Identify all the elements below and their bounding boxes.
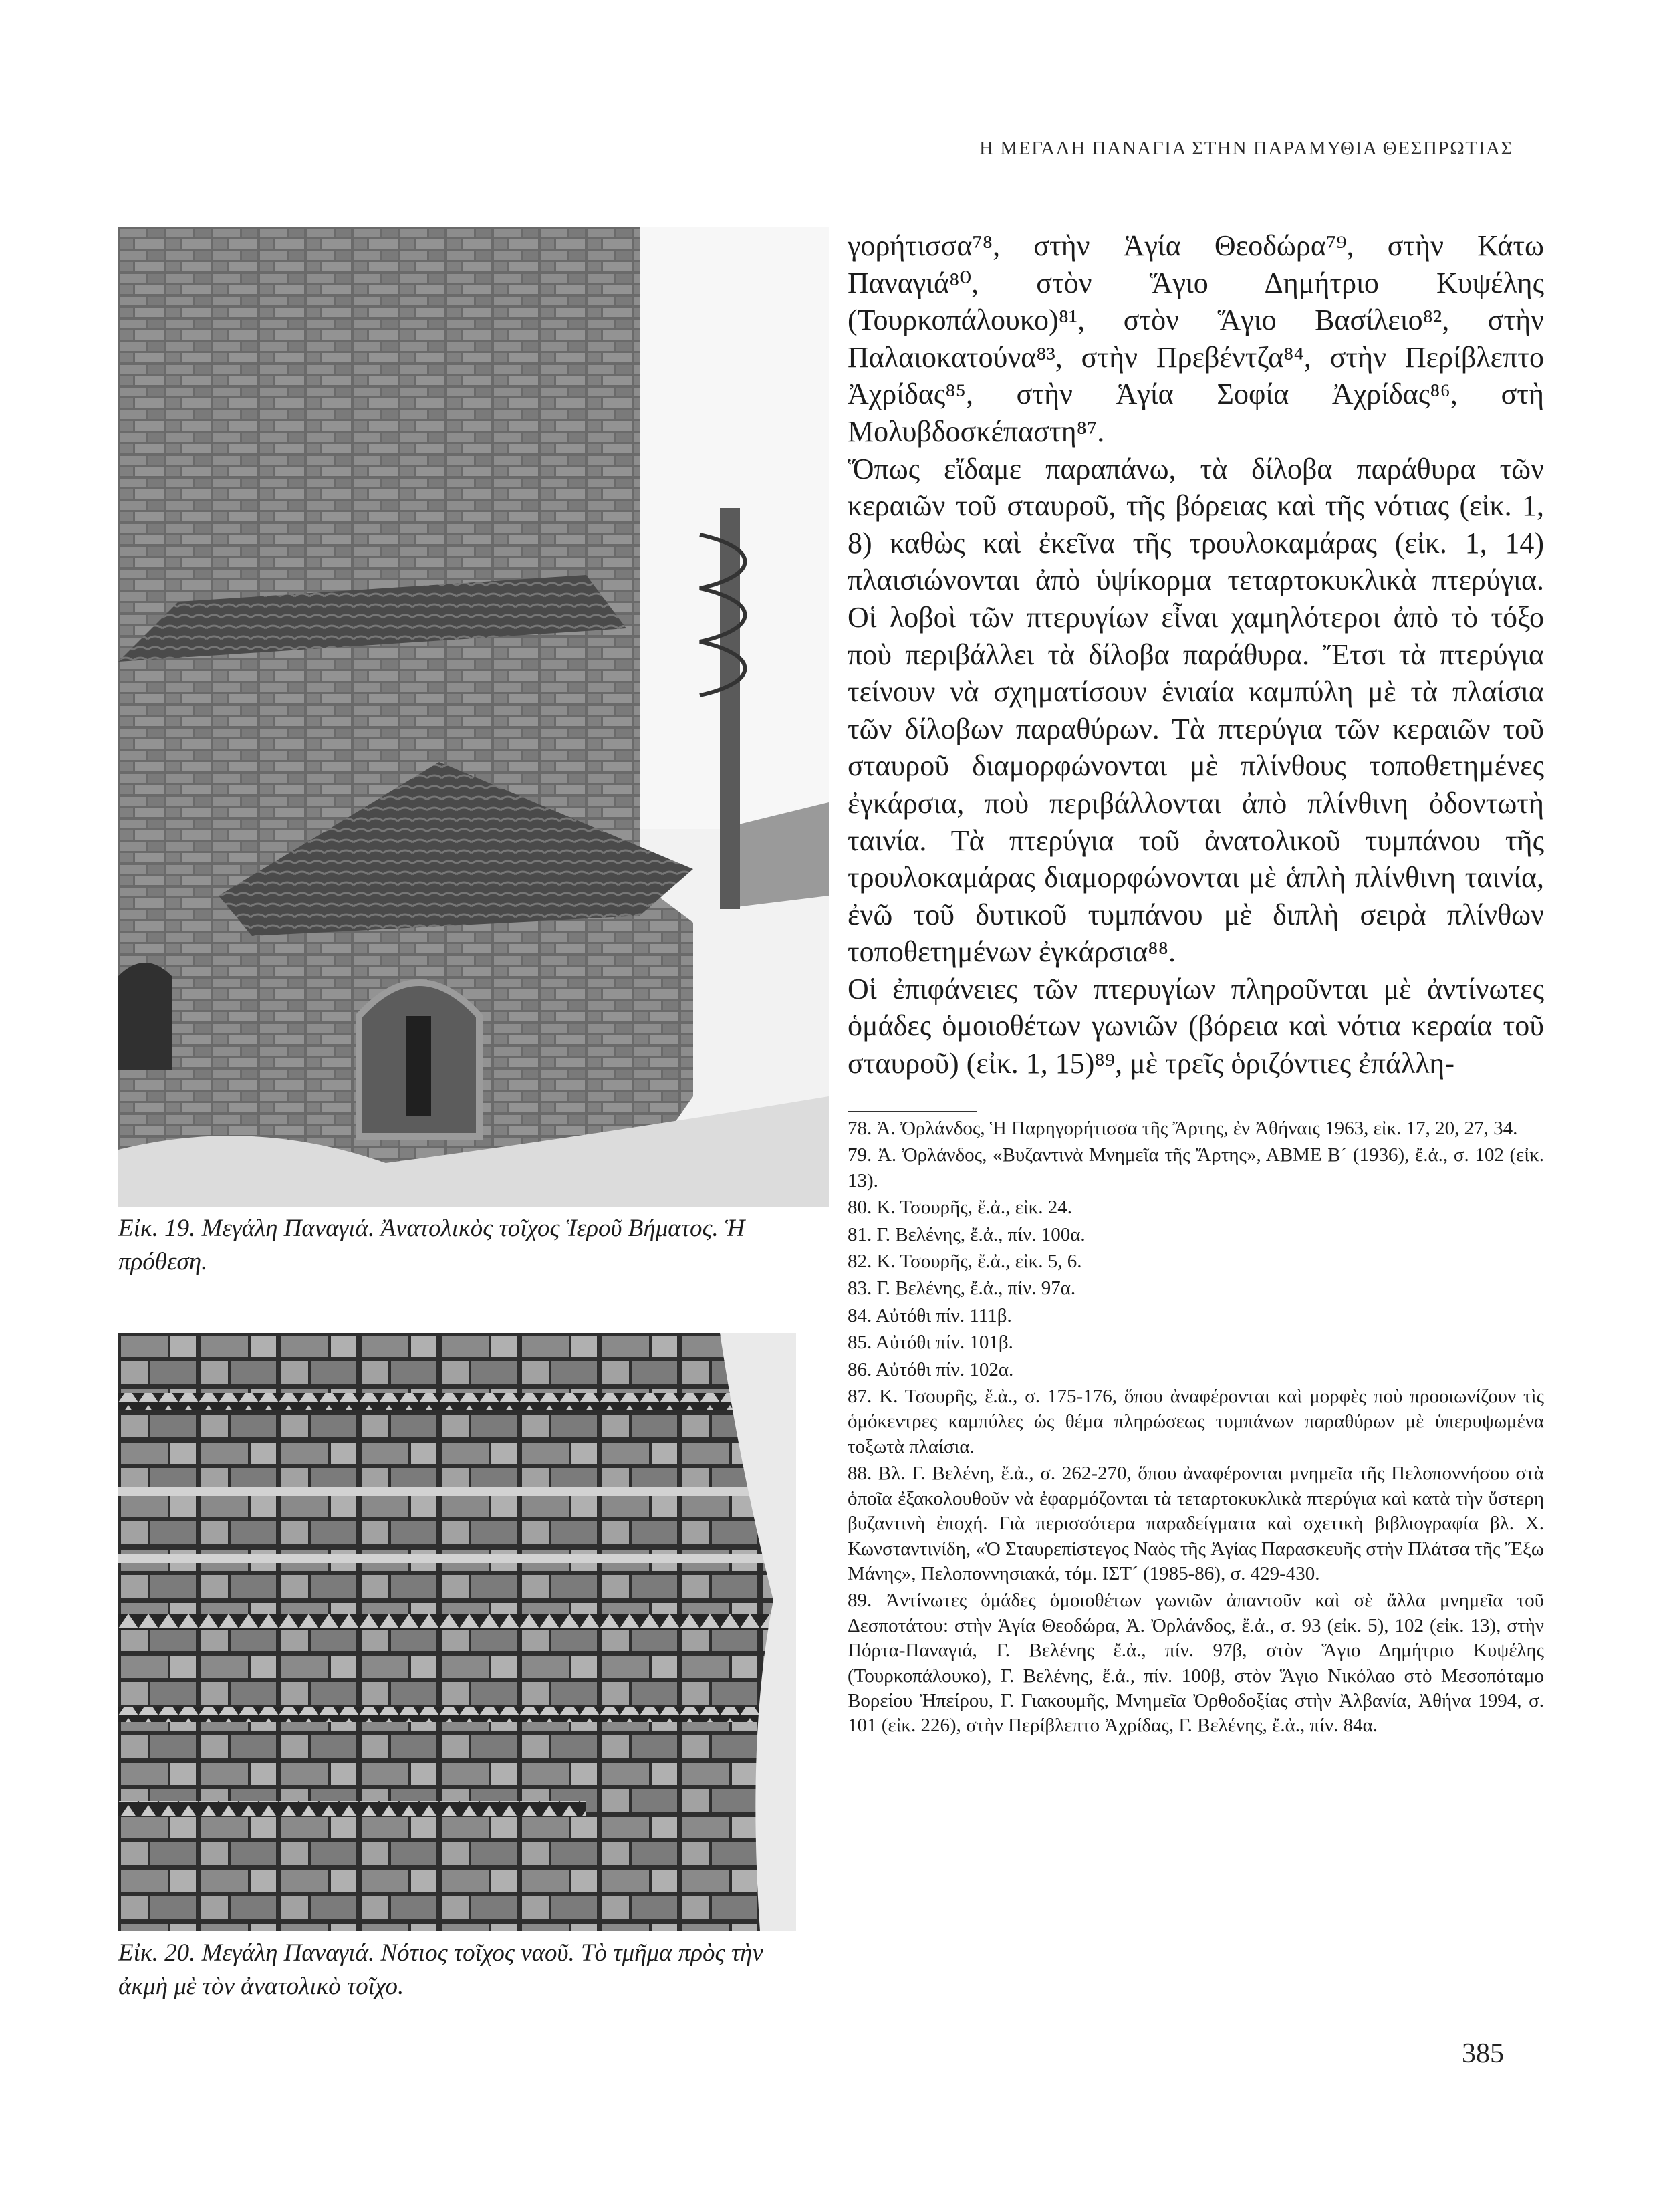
page-number: 385 (1462, 2038, 1504, 2069)
footnote-81: 81. Γ. Βελένης, ἔ.ἀ., πίν. 100α. (848, 1223, 1086, 1245)
footnote-84: 84. Αὐτόθι πίν. 111β. (848, 1304, 1012, 1326)
footnote-78: 78. Ἀ. Ὀρλάνδος, Ἡ Παρηγορήτισσα τῆς Ἄρτης, ἐν Ἀθήναις 1963, εἰκ. 17, 20, 27, 34. (848, 1118, 1518, 1139)
figure-19-photo (118, 227, 829, 1207)
footnote-87: 87. Κ. Τσουρῆς, ἔ.ἀ., σ. 175-176, ὅπου ἀναφέρονται καὶ μορφὲς ποὺ προοιωνίζουν τὶς ὁμόκεντρες καμπύλες ὡς θέμα πληρώσεως τυμπάνων παραθύρων μὲ ὑπερυψωμένα τοξωτὰ πλαίσια. (848, 1386, 1544, 1457)
figure-20-caption: Εἰκ. 20. Μεγάλη Παναγιά. Νότιος τοῖχος ναοῦ. Τὸ τμῆμα πρὸς τὴν ἀκμὴ μὲ τὸν ἀνατολικὸ τοῖχο. (118, 1939, 763, 2000)
footnote-79: 79. Ἀ. Ὀρλάνδος, «Βυζαντινὰ Μνημεῖα τῆς Ἄρτης», ΑΒΜΕ Β´ (1936), ἔ.ἀ., σ. 102 (εἰκ. 13). (848, 1144, 1544, 1191)
body-paragraph: Ὅπως εἴδαμε παραπάνω, τὰ δίλοβα παράθυρα τῶν κεραιῶν τοῦ σταυροῦ, τῆς βόρειας καὶ τῆς νότιας (εἰκ. 1, 8) καθὼς καὶ ἐκεῖνα τῆς τρουλοκαμάρας (εἰκ. 1, 14) πλαισιώνονται ἀπὸ ὑψίκορμα τεταρτοκυκλικὰ πτερύγια. Οἱ λοβοὶ τῶν πτερυγίων εἶναι χαμηλότεροι ἀπὸ τὸ τόξο ποὺ περιβάλλει τὰ δίλοβα παράθυρα. Ἔτσι τὰ πτερύγια τείνουν νὰ σχηματίσουν ἑνιαία καμπύλη μὲ τὰ πλαίσια τῶν δίλοβων παραθύρων. Τὰ πτερύγια τῶν κεραιῶν τοῦ σταυροῦ διαμορφώνονται μὲ πλίνθους τοποθετημένες ἐγκάρσια, ποὺ περιβάλλονται ἀπὸ πλίνθινη ὀδοντωτὴ ταινία. Τὰ πτερύγια τοῦ ἀνατολικοῦ τυμπάνου τῆς τρουλοκαμάρας διαμορφώνονται μὲ ἁπλὴ πλίνθινη ταινία, ἐνῶ τοῦ δυτικοῦ τυμπάνου μὲ διπλὴ σειρὰ πλίνθων τοποθετημένων ἐγκάρσια⁸⁸. (848, 452, 1544, 969)
footnote-82: 82. Κ. Τσουρῆς, ἔ.ἀ., εἰκ. 5, 6. (848, 1251, 1082, 1273)
body-text (848, 227, 1544, 1082)
running-head: Η ΜΕΓΑΛΗ ΠΑΝΑΓΙΑ ΣΤΗΝ ΠΑΡΑΜΥΘΙΑ ΘΕΣΠΡΩΤΙΑΣ (979, 138, 1513, 159)
figure-20-photo (118, 1333, 796, 1931)
body-paragraph: Οἱ ἐπιφάνειες τῶν πτερυγίων πληροῦνται μὲ ἀντίνωτες ὁμάδες ὁμοιοθέτων γωνιῶν (βόρεια καὶ νότια κεραία τοῦ σταυροῦ) (εἰκ. 1, 15)⁸⁹, μὲ τρεῖς ὁριζόντιες ἐπάλλη- (848, 972, 1544, 1080)
footnotes (848, 1116, 1544, 1741)
footnote-80: 80. Κ. Τσουρῆς, ἔ.ἀ., εἰκ. 24. (848, 1197, 1072, 1219)
footnote-83: 83. Γ. Βελένης, ἔ.ἀ., πίν. 97α. (848, 1277, 1076, 1300)
footnote-86: 86. Αὐτόθι πίν. 102α. (848, 1358, 1014, 1380)
footnote-89: 89. Ἀντίνωτες ὁμάδες ὁμοιοθέτων γωνιῶν ἀπαντοῦν καὶ σὲ ἄλλα μνημεῖα τοῦ Δεσποτάτου: στὴν Ἁγία Θεοδώρα, Ἀ. Ὀρλάνδος, ἔ.ἀ., σ. 93 (εἰκ. 5), 102 (εἰκ. 13), στὴν Πόρτα-Παναγιά, Γ. Βελένης ἔ.ἀ., πίν. 97β, στὸν Ἅγιο Δημήτριο Κυψέλης (Τουρκοπάλουκο), Γ. Βελένης, ἔ.ἀ., πίν. 100β, στὸν Ἅγιο Νικόλαο στὸ Μεσοπόταμο Βορείου Ἠπείρου, Γ. Γιακουμῆς, Μνημεῖα Ὀρθοδοξίας στὴν Ἀλβανία, Ἀθήνα 1994, σ. 101 (εἰκ. 226), στὴν Περίβλεπτο Ἀχρίδας, Γ. Βελένης, ἔ.ἀ., πίν. 84α. (848, 1590, 1544, 1737)
footnote-rule (848, 1111, 977, 1112)
body-paragraph: γορήτισσα⁷⁸, στὴν Ἁγία Θεοδώρα⁷⁹, στὴν Κάτω Παναγιά⁸⁰, στὸν Ἅγιο Δημήτριο Κυψέλης (Τουρκοπάλουκο)⁸¹, στὸν Ἅγιο Βασίλειο⁸², στὴν Παλαιοκατούνα⁸³, στὴν Πρεβέντζα⁸⁴, στὴν Περίβλεπτο Ἀχρίδας⁸⁵, στὴν Ἁγία Σοφία Ἀχρίδας⁸⁶, στὴ Μολυβδοσκέπαστη⁸⁷. (848, 229, 1544, 448)
footnote-85: 85. Αὐτόθι πίν. 101β. (848, 1332, 1013, 1354)
footnote-88: 88. Βλ. Γ. Βελένη, ἔ.ἀ., σ. 262-270, ὅπου ἀναφέρονται μνημεῖα τῆς Πελοποννήσου στὰ ὁποῖα ἐξακολουθοῦν νὰ ἐφαρμόζονται τὰ τεταρτοκυκλικὰ πτερύγια καὶ κατὰ τὴν ὕστερη βυζαντινὴ ἐποχή. Γιὰ περισσότερα παραδείγματα καὶ σχετικὴ βιβλιογραφία βλ. Χ. Κωνσταντινίδη, «Ὁ Σταυρεπίστεγος Ναὸς τῆς Ἁγίας Παρασκευῆς στὴν Πλάτσα τῆς Ἔξω Μάνης», Πελοποννησιακά, τόμ. ΙΣΤ´ (1985-86), σ. 429-430. (848, 1463, 1544, 1584)
figure-19-caption: Εἰκ. 19. Μεγάλη Παναγιά. Ἀνατολικὸς τοῖχος Ἱεροῦ Βήματος. Ἡ πρόθεση. (118, 1215, 745, 1275)
